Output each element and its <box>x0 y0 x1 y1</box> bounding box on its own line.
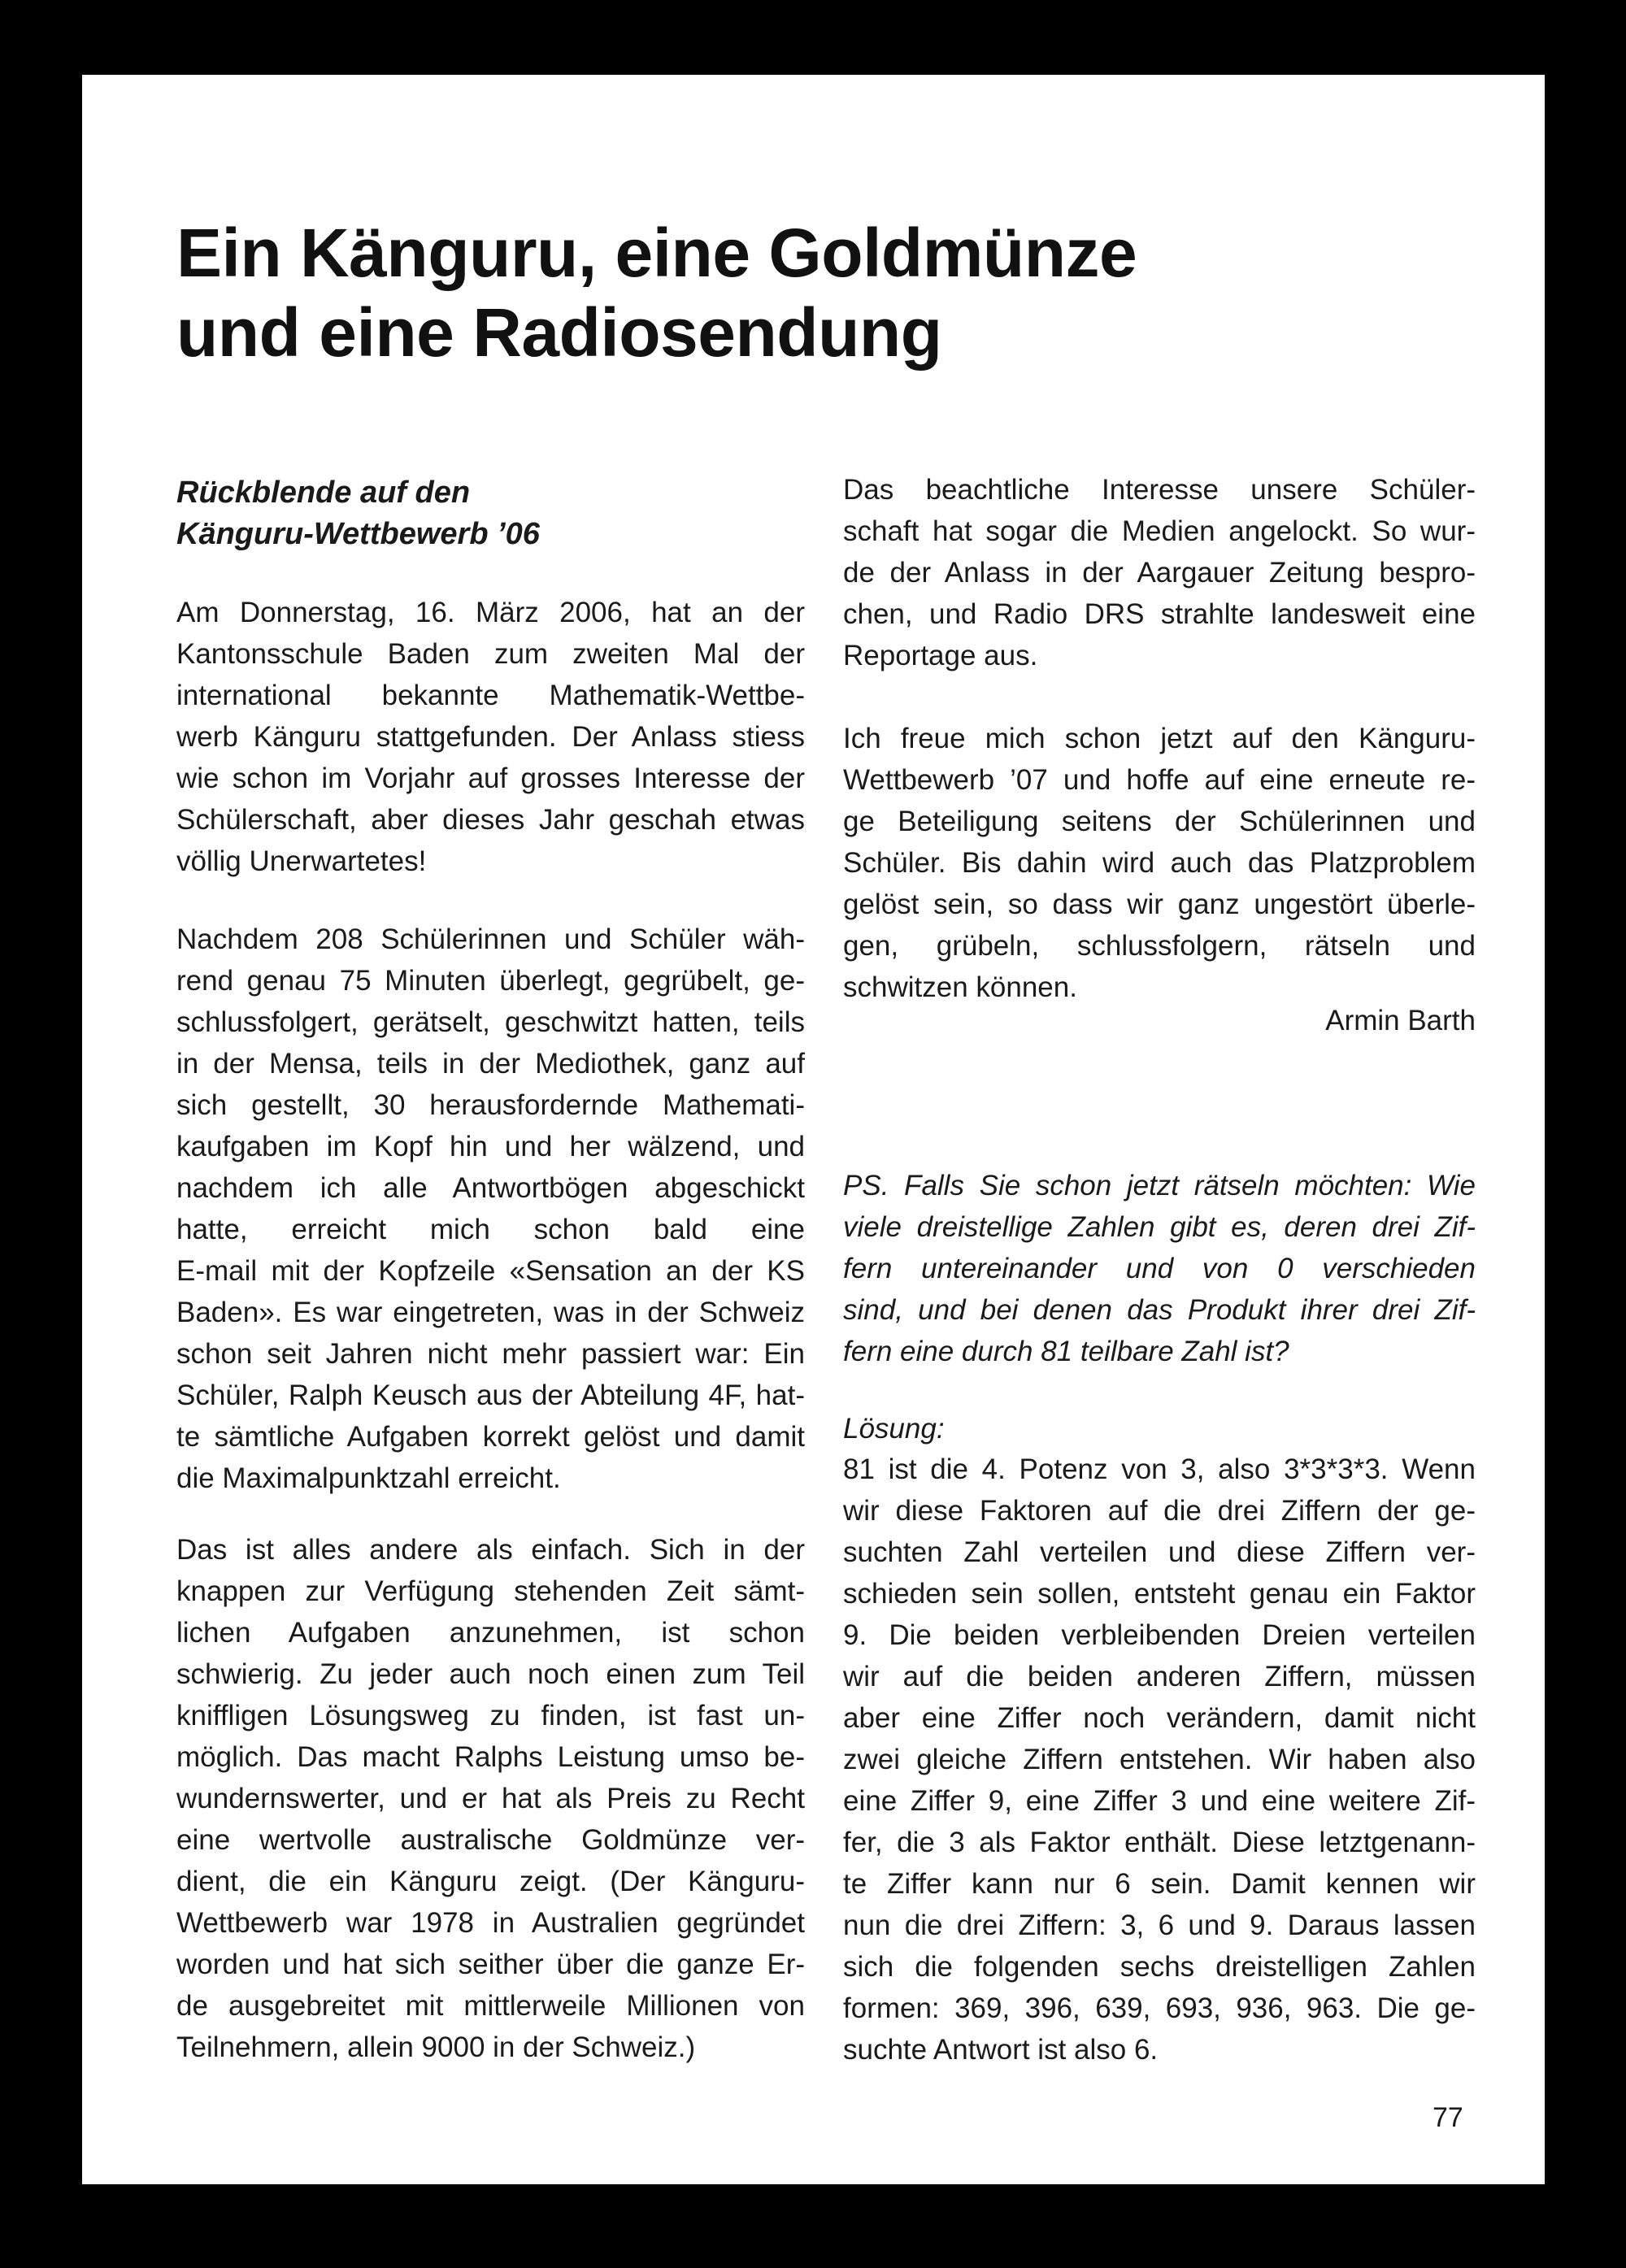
text-line: te sämtliche Aufgaben korrekt gelöst und damit <box>176 1421 805 1453</box>
text-line: knappen zur Verfügung stehenden Zeit sämt- <box>176 1575 805 1607</box>
text-line: nun die drei Ziffern: 3, 6 und 9. Daraus lassen <box>843 1910 1476 1941</box>
text-line: Wettbewerb war 1978 in Australien gegründet <box>176 1907 805 1939</box>
author-signature: Armin Barth <box>1325 1005 1476 1036</box>
text-line: E-mail mit der Kopfzeile «Sensation an der KS <box>176 1255 805 1287</box>
solution-label: Lösung: <box>843 1413 945 1445</box>
left-paragraph-3 <box>176 1529 805 2068</box>
text-line: gen, grübeln, schlussfolgern, rätseln und <box>843 930 1476 962</box>
text-line: Ich freue mich schon jetzt auf den Känguru- <box>843 723 1476 754</box>
text-line: viele dreistellige Zahlen gibt es, deren drei Zif- <box>843 1211 1476 1243</box>
text-line: Das beachtliche Interesse unsere Schüler- <box>843 474 1476 506</box>
text-line: wundernswerter, und er hat als Preis zu Recht <box>176 1783 805 1814</box>
right-paragraph-2 <box>843 718 1476 1008</box>
text-line: fer, die 3 als Faktor enthält. Diese letztgenann- <box>843 1827 1476 1858</box>
text-line: die Maximalpunktzahl erreicht. <box>176 1462 561 1494</box>
text-line: lichen Aufgaben anzunehmen, ist schon <box>176 1617 805 1649</box>
text-line: Schüler. Bis dahin wird auch das Platzproblem <box>843 847 1476 879</box>
text-line: PS. Falls Sie schon jetzt rätseln möchten: Wie <box>843 1170 1476 1201</box>
text-line: Kantonsschule Baden zum zweiten Mal der <box>176 638 805 670</box>
text-line: Baden». Es war eingetreten, was in der Schweiz <box>176 1297 805 1328</box>
solution-text <box>843 1449 1476 2070</box>
title-line: und eine Radiosendung <box>176 294 942 371</box>
text-line: kniffligen Lösungsweg zu finden, ist fast un- <box>176 1700 805 1731</box>
text-line: wir diese Faktoren auf die drei Ziffern der ge- <box>843 1495 1476 1527</box>
text-line: schwierig. Zu jeder auch noch einen zum Teil <box>176 1658 805 1690</box>
text-line: Reportage aus. <box>843 640 1038 671</box>
text-line: fern eine durch 81 teilbare Zahl ist? <box>843 1336 1289 1367</box>
text-line: schon seit Jahren nicht mehr passiert war: Ein <box>176 1338 805 1370</box>
text-line: zwei gleiche Ziffern entstehen. Wir haben also <box>843 1744 1476 1775</box>
text-line: Wettbewerb ’07 und hoffe auf eine erneute re- <box>843 764 1476 796</box>
text-line: Nachdem 208 Schülerinnen und Schüler wäh- <box>176 923 805 955</box>
text-line: sind, und bei denen das Produkt ihrer drei Zif- <box>843 1294 1476 1326</box>
page-number: 77 <box>1433 2102 1463 2133</box>
ps-question <box>843 1165 1476 1372</box>
title-line: Ein Känguru, eine Goldmünze <box>176 215 1137 291</box>
text-line: de der Anlass in der Aargauer Zeitung bespro- <box>843 557 1476 589</box>
text-line: 81 ist die 4. Potenz von 3, also 3*3*3*3. Wenn <box>843 1453 1476 1485</box>
text-line: völlig Unerwartetes! <box>176 845 427 877</box>
text-line: gelöst sein, so dass wir ganz ungestört überle- <box>843 889 1476 920</box>
text-line: fern untereinander und von 0 verschieden <box>843 1253 1476 1284</box>
right-paragraph-1 <box>843 469 1476 676</box>
text-line: eine wertvolle australische Goldmünze ver- <box>176 1824 805 1856</box>
subheading <box>176 472 805 555</box>
text-line: ge Beteiligung seitens der Schülerinnen und <box>843 806 1476 837</box>
text-line: de ausgebreitet mit mittlerweile Millionen von <box>176 1990 805 2022</box>
text-line: Schüler, Ralph Keusch aus der Abteilung 4F, hat- <box>176 1379 805 1411</box>
text-line: Teilnehmern, allein 9000 in der Schweiz.) <box>176 2031 696 2063</box>
text-line: eine Ziffer 9, eine Ziffer 3 und eine weitere Zif- <box>843 1785 1476 1817</box>
subheading-line: Rückblende auf den <box>176 476 471 510</box>
text-line: worden und hat sich seither über die ganze Er- <box>176 1949 805 1980</box>
text-line: sich die folgenden sechs dreistelligen Zahlen <box>843 1951 1476 1983</box>
text-line: nachdem ich alle Antwortbögen abgeschickt <box>176 1172 805 1204</box>
text-line: hatte, erreicht mich schon bald eine <box>176 1214 805 1245</box>
text-line: suchte Antwort ist also 6. <box>843 2034 1159 2066</box>
subheading-line: Känguru-Wettbewerb ’06 <box>176 517 540 551</box>
text-line: formen: 369, 396, 639, 693, 936, 963. Die ge- <box>843 1992 1476 2024</box>
text-line: sich gestellt, 30 herausfordernde Mathemati- <box>176 1089 805 1121</box>
text-line: international bekannte Mathematik-Wettbe- <box>176 680 805 711</box>
text-line: Schülerschaft, aber dieses Jahr geschah etwas <box>176 804 805 836</box>
text-line: te Ziffer kann nur 6 sein. Damit kennen wir <box>843 1868 1476 1900</box>
text-line: aber eine Ziffer noch verändern, damit nicht <box>843 1702 1476 1734</box>
article-title <box>176 213 1137 372</box>
text-line: schaft hat sogar die Medien angelockt. So wur- <box>843 515 1476 547</box>
text-line: rend genau 75 Minuten überlegt, gegrübelt, ge- <box>176 965 805 997</box>
left-paragraph-1 <box>176 592 805 882</box>
left-paragraph-2 <box>176 919 805 1499</box>
text-line: 9. Die beiden verbleibenden Dreien verteilen <box>843 1619 1476 1651</box>
text-line: wir auf die beiden anderen Ziffern, müssen <box>843 1661 1476 1692</box>
text-line: möglich. Das macht Ralphs Leistung umso be- <box>176 1741 805 1773</box>
text-line: wie schon im Vorjahr auf grosses Interesse der <box>176 763 805 794</box>
text-line: Das ist alles andere als einfach. Sich in der <box>176 1534 805 1566</box>
text-line: schwitzen können. <box>843 971 1077 1003</box>
text-line: chen, und Radio DRS strahlte landesweit eine <box>843 598 1476 630</box>
text-line: schlussfolgert, gerätselt, geschwitzt hatten, teils <box>176 1006 805 1038</box>
text-line: suchten Zahl verteilen und diese Ziffern ver- <box>843 1536 1476 1568</box>
text-line: kaufgaben im Kopf hin und her wälzend, und <box>176 1131 805 1162</box>
text-line: dient, die ein Känguru zeigt. (Der Känguru- <box>176 1866 805 1897</box>
text-line: Am Donnerstag, 16. März 2006, hat an der <box>176 597 805 628</box>
text-line: schieden sein sollen, entsteht genau ein Faktor <box>843 1578 1476 1610</box>
text-line: werb Känguru stattgefunden. Der Anlass stiess <box>176 721 805 753</box>
text-line: in der Mensa, teils in der Mediothek, ganz auf <box>176 1048 805 1080</box>
